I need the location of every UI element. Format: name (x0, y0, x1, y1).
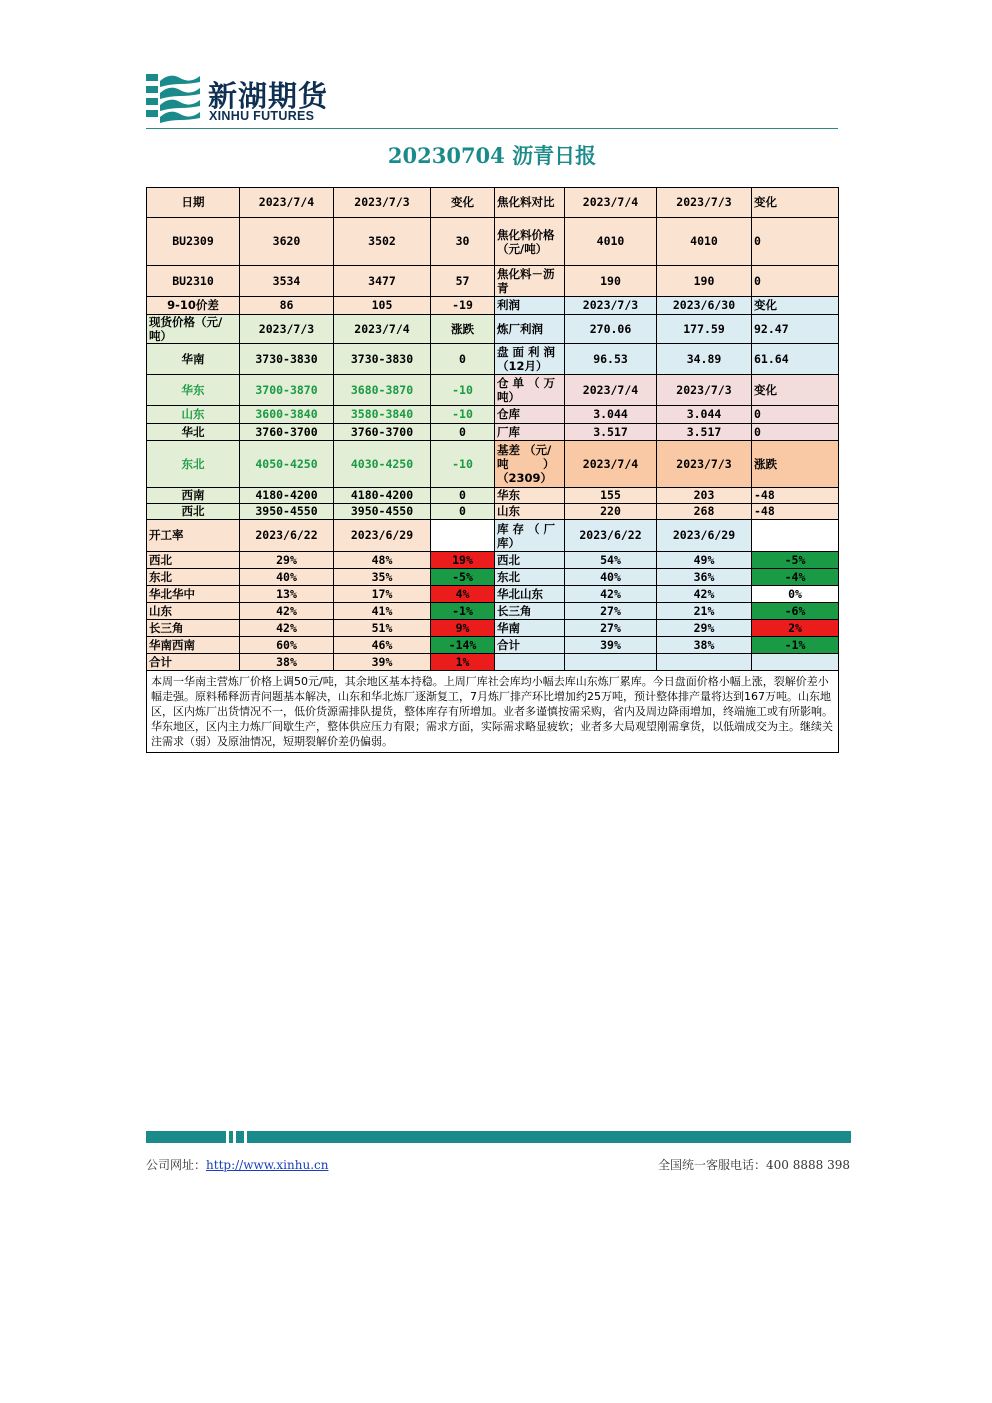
table-cell: BU2309 (147, 218, 240, 266)
table-row (147, 297, 839, 315)
table-row (147, 218, 839, 266)
table-cell: 2% (752, 620, 839, 637)
table-row (147, 603, 839, 620)
table-cell: 29% (657, 620, 752, 637)
table-cell: 2023/7/3 (240, 315, 334, 344)
table-cell: 变化 (752, 375, 839, 406)
table-cell: 西北 (147, 552, 240, 569)
report-table (146, 187, 839, 753)
table-cell: 2023/7/3 (657, 375, 752, 406)
table-cell: BU2310 (147, 266, 240, 297)
table-row (147, 488, 839, 504)
table-cell: 49% (657, 552, 752, 569)
report-title: 20230704 沥青日报 (387, 143, 597, 168)
table-cell: 4030-4250 (334, 441, 431, 488)
table-cell: 3580-3840 (334, 406, 431, 424)
table-cell: 2023/6/29 (657, 520, 752, 552)
table-row (147, 424, 839, 441)
table-cell: 焦化料－沥青 (495, 266, 565, 297)
table-cell: 203 (657, 488, 752, 504)
table-cell: 变化 (752, 297, 839, 315)
table-cell: 合计 (495, 637, 565, 654)
table-cell (752, 520, 839, 552)
table-cell: 38% (657, 637, 752, 654)
table-cell: 34.89 (657, 344, 752, 375)
table-cell: -10 (431, 375, 495, 406)
table-cell (752, 654, 839, 671)
table-cell: 盘 面 利 润（12月） (495, 344, 565, 375)
footer-phone: 全国统一客服电话：400 8888 398 (658, 1158, 850, 1172)
table-row (147, 654, 839, 671)
table-cell: 268 (657, 504, 752, 520)
table-cell: 190 (657, 266, 752, 297)
table-row (147, 188, 839, 218)
table-cell: 基差 （元/吨 ）（2309） (495, 441, 565, 488)
table-cell: 东北 (147, 441, 240, 488)
table-cell: 3760-3700 (334, 424, 431, 441)
table-cell: 华东 (147, 375, 240, 406)
table-cell: 61.64 (752, 344, 839, 375)
table-cell: 39% (565, 637, 657, 654)
table-row (147, 344, 839, 375)
table-cell: 0 (752, 406, 839, 424)
table-cell: 40% (565, 569, 657, 586)
table-cell: 1% (431, 654, 495, 671)
table-cell: 42% (240, 603, 334, 620)
table-cell: 3760-3700 (240, 424, 334, 441)
table-cell: 华北山东 (495, 586, 565, 603)
table-row (147, 315, 839, 344)
table-cell: -48 (752, 504, 839, 520)
table-cell: 46% (334, 637, 431, 654)
table-cell: 华南 (147, 344, 240, 375)
table-cell: 42% (565, 586, 657, 603)
table-cell: 0 (752, 266, 839, 297)
table-cell: 4010 (565, 218, 657, 266)
table-cell: 3.044 (657, 406, 752, 424)
table-cell: 合计 (147, 654, 240, 671)
table-cell: 山东 (495, 504, 565, 520)
table-cell: -5% (431, 569, 495, 586)
table-cell: 华南 (495, 620, 565, 637)
table-cell: 现货价格（元/吨） (147, 315, 240, 344)
table-cell: -48 (752, 488, 839, 504)
table-cell: 4050-4250 (240, 441, 334, 488)
table-cell: 2023/7/4 (565, 375, 657, 406)
company-logo (146, 72, 346, 126)
table-cell: -10 (431, 441, 495, 488)
table-cell: 开工率 (147, 520, 240, 552)
website-label: 公司网址： (146, 1158, 207, 1172)
table-cell: 变化 (431, 188, 495, 218)
table-cell: 3620 (240, 218, 334, 266)
table-cell: 4% (431, 586, 495, 603)
table-cell: 焦化料对比 (495, 188, 565, 218)
table-cell: 13% (240, 586, 334, 603)
table-cell: 仓 单 （ 万吨） (495, 375, 565, 406)
brand-name-cn: 新湖期货 (208, 79, 329, 113)
table-cell: 0 (431, 488, 495, 504)
table-cell: 利润 (495, 297, 565, 315)
header-divider (146, 128, 838, 129)
table-cell: 40% (240, 569, 334, 586)
table-cell: 48% (334, 552, 431, 569)
table-cell: 42% (657, 586, 752, 603)
table-cell: 华东 (495, 488, 565, 504)
table-cell: 9% (431, 620, 495, 637)
table-cell: 190 (565, 266, 657, 297)
table-cell: 2023/7/3 (657, 188, 752, 218)
table-cell: -1% (752, 637, 839, 654)
table-cell: 270.06 (565, 315, 657, 344)
table-cell: -6% (752, 603, 839, 620)
table-cell: 41% (334, 603, 431, 620)
table-cell: 0 (431, 344, 495, 375)
table-cell: 东北 (147, 569, 240, 586)
table-cell: 38% (240, 654, 334, 671)
table-cell: 3680-3870 (334, 375, 431, 406)
table-cell: -1% (431, 603, 495, 620)
table-cell: 42% (240, 620, 334, 637)
table-cell: 19% (431, 552, 495, 569)
table-cell: 焦化料价格（元/吨） (495, 218, 565, 266)
table-row (147, 406, 839, 424)
table-cell: 长三角 (495, 603, 565, 620)
table-cell: 36% (657, 569, 752, 586)
table-cell: 92.47 (752, 315, 839, 344)
table-cell: 厂库 (495, 424, 565, 441)
table-cell: 0 (431, 424, 495, 441)
table-cell: 2023/6/22 (565, 520, 657, 552)
table-cell: 177.59 (657, 315, 752, 344)
table-cell: -5% (752, 552, 839, 569)
table-cell: 155 (565, 488, 657, 504)
summary-row (147, 671, 839, 753)
brand-name-en: XINHU FUTURES (209, 109, 315, 123)
footer-bar (146, 1131, 851, 1143)
table-cell (565, 654, 657, 671)
footer-website (146, 1156, 328, 1173)
table-cell: 17% (334, 586, 431, 603)
table-cell: 4180-4200 (240, 488, 334, 504)
table-cell: 35% (334, 569, 431, 586)
table-cell (431, 520, 495, 552)
table-cell: 仓库 (495, 406, 565, 424)
table-cell: 3502 (334, 218, 431, 266)
table-row (147, 637, 839, 654)
table-cell: 39% (334, 654, 431, 671)
table-cell: 4010 (657, 218, 752, 266)
table-cell: 3600-3840 (240, 406, 334, 424)
table-row (147, 552, 839, 569)
table-row (147, 504, 839, 520)
table-cell: 华南西南 (147, 637, 240, 654)
table-cell: 21% (657, 603, 752, 620)
table-cell: 0 (431, 504, 495, 520)
table-row (147, 266, 839, 297)
table-cell: 2023/6/22 (240, 520, 334, 552)
table-cell: 日期 (147, 188, 240, 218)
table-cell: 27% (565, 603, 657, 620)
table-cell: 105 (334, 297, 431, 315)
table-cell: 3.517 (565, 424, 657, 441)
table-row (147, 441, 839, 488)
table-cell: 0% (752, 586, 839, 603)
table-row (147, 620, 839, 637)
table-cell: 山东 (147, 603, 240, 620)
table-cell (657, 654, 752, 671)
table-cell: 3477 (334, 266, 431, 297)
table-cell: -19 (431, 297, 495, 315)
table-cell: 3700-3870 (240, 375, 334, 406)
table-cell: 东北 (495, 569, 565, 586)
table-cell: 2023/7/3 (657, 441, 752, 488)
table-row (147, 375, 839, 406)
table-cell: 86 (240, 297, 334, 315)
table-cell: 60% (240, 637, 334, 654)
table-cell: 长三角 (147, 620, 240, 637)
website-link[interactable]: http://www.xinhu.cn (206, 1158, 329, 1172)
table-cell: -4% (752, 569, 839, 586)
table-cell: 2023/7/3 (334, 188, 431, 218)
table-cell: 0 (752, 218, 839, 266)
table-cell: 西北 (147, 504, 240, 520)
table-cell: 涨跌 (752, 441, 839, 488)
table-cell: 华北 (147, 424, 240, 441)
table-cell: 96.53 (565, 344, 657, 375)
table-row (147, 586, 839, 603)
table-cell: 变化 (752, 188, 839, 218)
table-cell: 57 (431, 266, 495, 297)
table-cell: 华北华中 (147, 586, 240, 603)
market-summary-text: 本周一华南主营炼厂价格上调50元/吨，其余地区基本持稳。上周厂库社会库均小幅去库山东炼厂累库。今日盘面价格小幅上涨，裂解价差小幅走强。原料稀释沥青问题基本解决，山东和华北炼厂逐渐复工，7月炼厂排产环比增加约25万吨，预计整体排产量将达到167万吨。山东地区，区内炼厂出货情况不一，低价货源需排队提货，整体库存有所增加。业者多谨慎按需采购，省内及周边降雨增加，终端施工或有所影响。华东地区，区内主力炼厂间歇生产，整体供应压力有限；需求方面，实际需求略显疲软；业者多大局观望刚需拿货，以低端成交为主。继续关注需求（弱）及原油情况，短期裂解价差仍偏弱。 (147, 671, 839, 753)
table-row (147, 520, 839, 552)
table-cell: 2023/6/30 (657, 297, 752, 315)
table-cell: -10 (431, 406, 495, 424)
table-cell: 220 (565, 504, 657, 520)
table-cell: 9-10价差 (147, 297, 240, 315)
table-cell: -14% (431, 637, 495, 654)
table-cell: 山东 (147, 406, 240, 424)
table-cell: 3.517 (657, 424, 752, 441)
table-row (147, 569, 839, 586)
table-cell: 3950-4550 (240, 504, 334, 520)
table-cell: 30 (431, 218, 495, 266)
table-cell: 29% (240, 552, 334, 569)
table-cell: 3730-3830 (240, 344, 334, 375)
table-cell: 3730-3830 (334, 344, 431, 375)
table-cell: 西南 (147, 488, 240, 504)
table-cell: 3534 (240, 266, 334, 297)
table-cell (495, 654, 565, 671)
wave-logo-icon (146, 72, 200, 126)
table-cell: 2023/7/3 (565, 297, 657, 315)
table-cell: 2023/6/29 (334, 520, 431, 552)
table-cell: 2023/7/4 (240, 188, 334, 218)
table-cell: 3.044 (565, 406, 657, 424)
table-cell: 0 (752, 424, 839, 441)
table-cell: 涨跌 (431, 315, 495, 344)
table-cell: 27% (565, 620, 657, 637)
table-cell: 2023/7/4 (334, 315, 431, 344)
table-cell: 2023/7/4 (565, 441, 657, 488)
table-cell: 库 存 （ 厂库） (495, 520, 565, 552)
table-cell: 2023/7/4 (565, 188, 657, 218)
table-cell: 54% (565, 552, 657, 569)
table-cell: 炼厂利润 (495, 315, 565, 344)
table-cell: 4180-4200 (334, 488, 431, 504)
table-cell: 西北 (495, 552, 565, 569)
table-cell: 3950-4550 (334, 504, 431, 520)
table-cell: 51% (334, 620, 431, 637)
